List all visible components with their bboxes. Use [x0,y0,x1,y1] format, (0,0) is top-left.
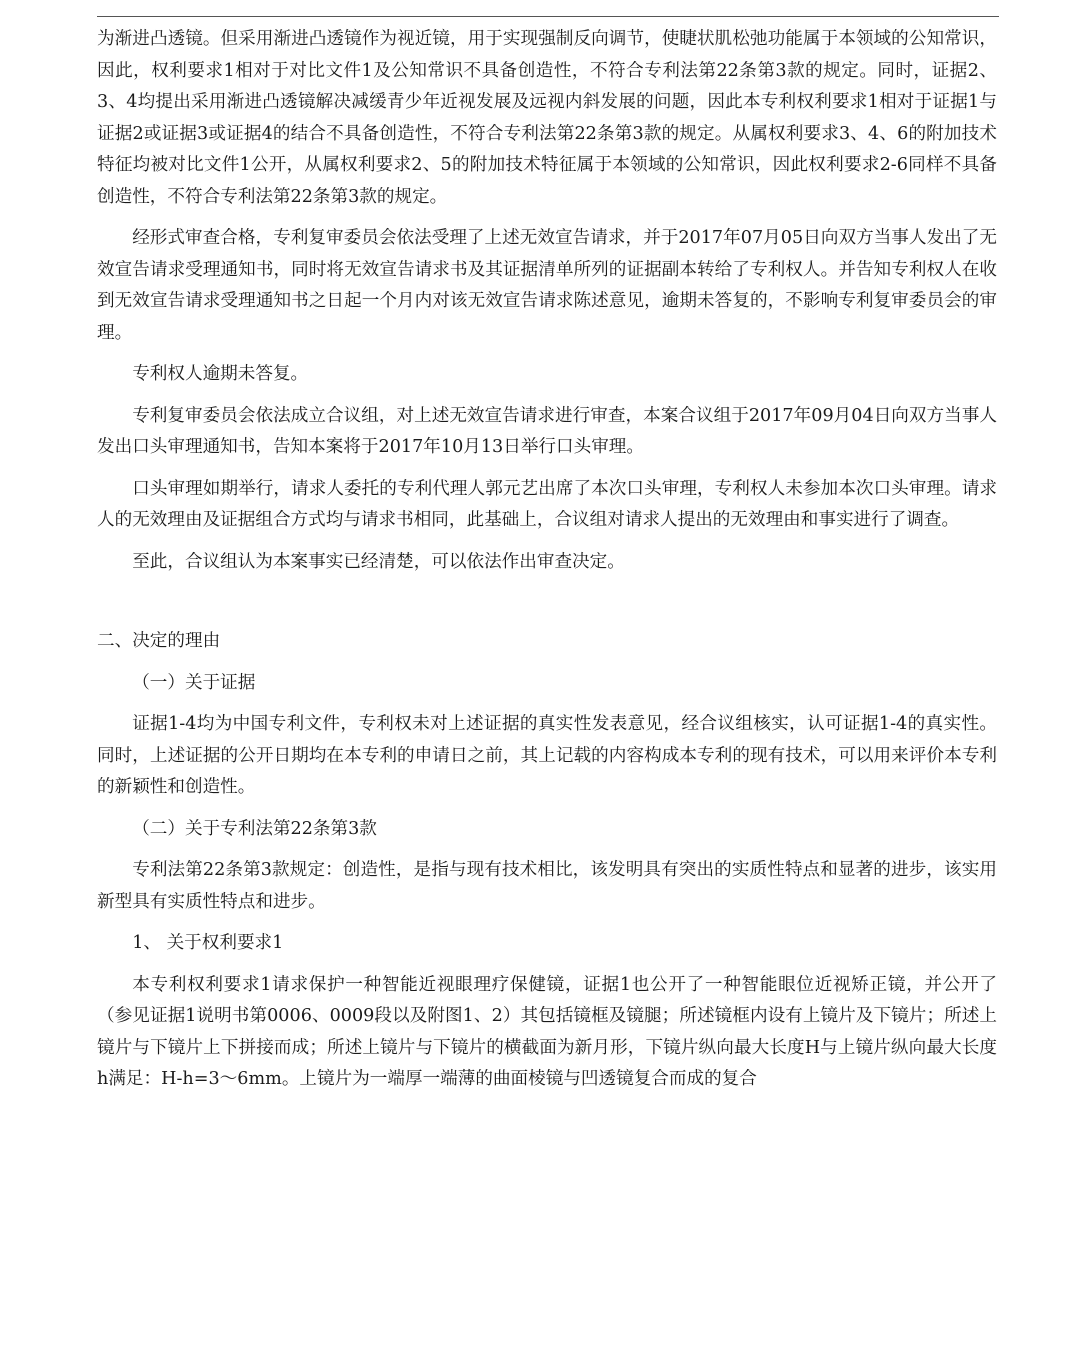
subheading-claim-1: 1、 关于权利要求1 [132,933,284,953]
subheading-article-22: （二）关于专利法第22条第3款 [132,818,377,839]
paragraph-oral-hearing: 口头审理如期举行，请求人委托的专利代理人郭元艺出席了本次口头审理，专利权人未参加本次口头审理。请求人的无效理由及证据组合方式均与请求书相同，此基础上，合议组对请求人提出的无效理由和事实进行了调查。 [97,478,997,530]
paragraph-article-22: 专利法第22条第3款规定：创造性，是指与现有技术相比，该发明具有突出的实质性特点和显著的进步，该实用新型具有实质性特点和进步。 [97,860,997,912]
paragraph-claim-1: 本专利权利要求1请求保护一种智能近视眼理疗保健镜，证据1也公开了一种智能眼位近视矫正镜，并公开了（参见证据1说明书第0006、0009段以及附图1、2）其包括镜框及镜腿；所述镜框内设有上镜片及下镜片；所述上镜片与下镜片上下拼接而成；所述上镜片与下镜片的横截面为新月形，下镜片纵向最大长度H与上镜片纵向最大长度h满足：H-h=3～6mm。上镜片为一端厚一端薄的曲面棱镜与凹透镜复合而成的复合 [97,974,997,1089]
section-spacer [97,578,997,626]
subheading-evidence: （一）关于证据 [132,672,256,693]
section-heading-reasons: 二、决定的理由 [97,631,221,651]
header-rule [97,16,999,17]
paragraph-formal-examination: 经形式审查合格，专利复审委员会依法受理了上述无效宣告请求，并于2017年07月05日向双方当事人发出了无效宣告请求受理通知书，同时将无效宣告请求书及其证据清单所列的证据副本转给了专利权人。并告知专利权人在收到无效宣告请求受理通知书之日起一个月内对该无效宣告请求陈述意见，逾期未答复的，不影响专利复审委员会的审理。 [97,228,997,343]
document-page [97,24,997,1096]
paragraph-evidence: 证据1-4均为中国专利文件，专利权未对上述证据的真实性发表意见，经合议组核实，认可证据1-4的真实性。同时，上述证据的公开日期均在本专利的申请日之前，其上记载的内容构成本专利的现有技术，可以用来评价本专利的新颖性和创造性。 [97,714,997,797]
paragraph-collegial-panel: 专利复审委员会依法成立合议组，对上述无效宣告请求进行审查，本案合议组于2017年09月04日向双方当事人发出口头审理通知书，告知本案将于2017年10月13日举行口头审理。 [97,405,997,457]
paragraph-facts-clear: 至此，合议组认为本案事实已经清楚，可以依法作出审查决定。 [132,551,625,572]
paragraph-claims-analysis: 为渐进凸透镜。但采用渐进凸透镜作为视近镜，用于实现强制反向调节，使睫状肌松弛功能属于本领域的公知常识， 因此，权利要求1相对于对比文件1及公知常识不具备创造性，不符合专利法第22条第3款的规定。同时，证据2、3、4均提出采用渐进凸透镜解决减缓青少年近视发展及远视内斜发展的问题，因此本专利权利要求1相对于证据1与证据2或证据3或证据4的结合不具备创造性，不符合专利法第22条第3款的规定。从属权利要求3、4、6的附加技术特征均被对比文件1公开，从属权利要求2、5的附加技术特征属于本领域的公知常识，因此权利要求2-6同样不具备创造性，不符合专利法第22条第3款的规定。 [97,29,997,207]
paragraph-no-reply: 专利权人逾期未答复。 [132,364,309,384]
